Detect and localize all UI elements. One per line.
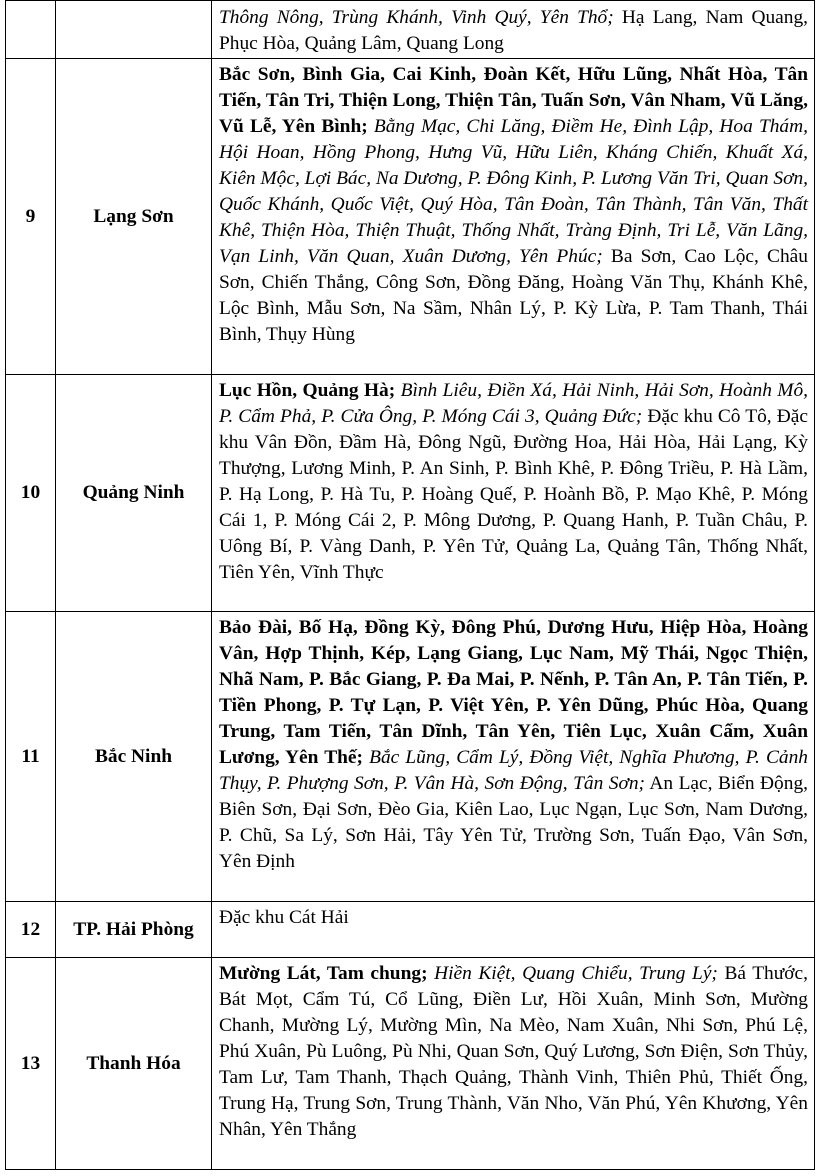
- communes-bold: Mường Lát, Tam chung;: [219, 963, 428, 984]
- communes-italic: Bình Liêu, Điền Xá, Hải Ninh, Hải Sơn, Hoành Mô, P. Cẩm Phả, P. Cửa Ông, P. Móng Cái 3, Quảng Đức;: [219, 380, 808, 427]
- commune-list: [212, 59, 815, 375]
- communes-regular: Đặc khu Cô Tô, Đặc khu Vân Đồn, Đầm Hà, Đông Ngũ, Đường Hoa, Hải Hòa, Hải Lạng, Kỳ Thượng, Lương Minh, P. An Sinh, P. Bình Khê, P. Đông Triều, P. Hà Lầm, P. Hạ Long, P. Hà Tu, P. Hoàng Quế, P. Hoành Bồ, P. Mạo Khê, P. Móng Cái 1, P. Móng Cái 2, P. Mông Dương, P. Quang Hanh, P. Tuần Châu, P. Uông Bí, P. Vàng Danh, P. Yên Tử, Quảng La, Quảng Tân, Thống Nhất, Tiên Yên, Vĩnh Thực: [219, 406, 808, 583]
- province-name: Quảng Ninh: [56, 375, 212, 612]
- table-row: [6, 59, 815, 375]
- communes-regular: Ba Sơn, Cao Lộc, Châu Sơn, Chiến Thắng, Công Sơn, Đồng Đăng, Hoàng Văn Thụ, Khánh Khê, Lộc Bình, Mẫu Sơn, Na Sầm, Nhân Lý, P. Kỳ Lừa, P. Tam Thanh, Thái Bình, Thụy Hùng: [219, 246, 808, 345]
- row-number: 11: [6, 612, 56, 902]
- commune-list: [212, 1, 815, 59]
- communes-italic: Bắc Lũng, Cẩm Lý, Đồng Việt, Nghĩa Phương, P. Cảnh Thụy, P. Phượng Sơn, P. Vân Hà, Sơn Động, Tân Sơn;: [219, 747, 808, 794]
- table-row: [6, 612, 815, 902]
- commune-list: [212, 902, 815, 958]
- communes-regular: Hạ Lang, Nam Quang, Phục Hòa, Quảng Lâm, Quang Long: [219, 7, 809, 54]
- communes-italic: Bằng Mạc, Chi Lăng, Điềm He, Đình Lập, Hoa Thám, Hội Hoan, Hồng Phong, Hưng Vũ, Hữu Liên, Kháng Chiến, Khuất Xá, Kiên Mộc, Lợi Bác, Na Dương, P. Đông Kinh, P. Lương Văn Tri, Quan Sơn, Quốc Khánh, Quốc Việt, Quý Hòa, Tân Đoàn, Tân Thành, Tân Văn, Thất Khê, Thiện Hòa, Thiện Thuật, Thống Nhất, Tràng Định, Tri Lễ, Văn Lãng, Vạn Linh, Văn Quan, Xuân Dương, Yên Phúc;: [219, 116, 808, 267]
- row-number: 10: [6, 375, 56, 612]
- table-row: [6, 375, 815, 612]
- row-number: 12: [6, 902, 56, 958]
- province-name: Thanh Hóa: [56, 958, 212, 1170]
- communes-bold: Lục Hồn, Quảng Hà;: [219, 380, 396, 401]
- commune-table: [5, 0, 815, 1170]
- communes-italic: Thông Nông, Trùng Khánh, Vinh Quý, Yên Thổ;: [219, 7, 614, 28]
- communes-regular: An Lạc, Biển Động, Biên Sơn, Đại Sơn, Đèo Gia, Kiên Lao, Lục Ngạn, Lục Sơn, Nam Dương, P. Chũ, Sa Lý, Sơn Hải, Tây Yên Tử, Trường Sơn, Tuấn Đạo, Vân Sơn, Yên Định: [219, 773, 808, 872]
- row-number: [6, 1, 56, 59]
- communes-italic: Hiền Kiệt, Quang Chiểu, Trung Lý;: [434, 963, 718, 984]
- table-row: [6, 1, 815, 59]
- table-row: [6, 958, 815, 1170]
- communes-bold: Bảo Đài, Bố Hạ, Đồng Kỳ, Đông Phú, Dương Hưu, Hiệp Hòa, Hoàng Vân, Hợp Thịnh, Kép, Lạng Giang, Lục Nam, Mỹ Thái, Ngọc Thiện, Nhã Nam, P. Bắc Giang, P. Đa Mai, P. Nếnh, P. Tân An, P. Tân Tiến, P. Tiền Phong, P. Tự Lạn, P. Việt Yên, P. Yên Dũng, Phúc Hòa, Quang Trung, Tam Tiến, Tân Dĩnh, Tân Yên, Tiên Lục, Xuân Cẩm, Xuân Lương, Yên Thế;: [219, 617, 808, 768]
- province-name: [56, 1, 212, 59]
- row-number: 9: [6, 59, 56, 375]
- table-row: [6, 902, 815, 958]
- commune-list: [212, 612, 815, 902]
- row-number: 13: [6, 958, 56, 1170]
- communes-bold: Bắc Sơn, Bình Gia, Cai Kinh, Đoàn Kết, Hữu Lũng, Nhất Hòa, Tân Tiến, Tân Tri, Thiện Long, Thiện Tân, Tuấn Sơn, Vân Nham, Vũ Lăng, Vũ Lễ, Yên Bình;: [219, 64, 808, 137]
- province-name: TP. Hải Phòng: [56, 902, 212, 958]
- communes-regular: Đặc khu Cát Hải: [219, 907, 349, 928]
- commune-list: [212, 958, 815, 1170]
- province-name: Bắc Ninh: [56, 612, 212, 902]
- province-name: Lạng Sơn: [56, 59, 212, 375]
- commune-list: [212, 375, 815, 612]
- communes-regular: Bá Thước, Bát Mọt, Cẩm Tú, Cổ Lũng, Điền Lư, Hồi Xuân, Minh Sơn, Mường Chanh, Mường Lý, Mường Mìn, Na Mèo, Nam Xuân, Nhi Sơn, Phú Lệ, Phú Xuân, Pù Luông, Pù Nhi, Quan Sơn, Quý Lương, Sơn Điện, Sơn Thủy, Tam Lư, Tam Thanh, Thạch Quảng, Thành Vinh, Thiên Phủ, Thiết Ống, Trung Hạ, Trung Sơn, Trung Thành, Văn Nho, Văn Phú, Yên Khương, Yên Nhân, Yên Thắng: [219, 963, 808, 1140]
